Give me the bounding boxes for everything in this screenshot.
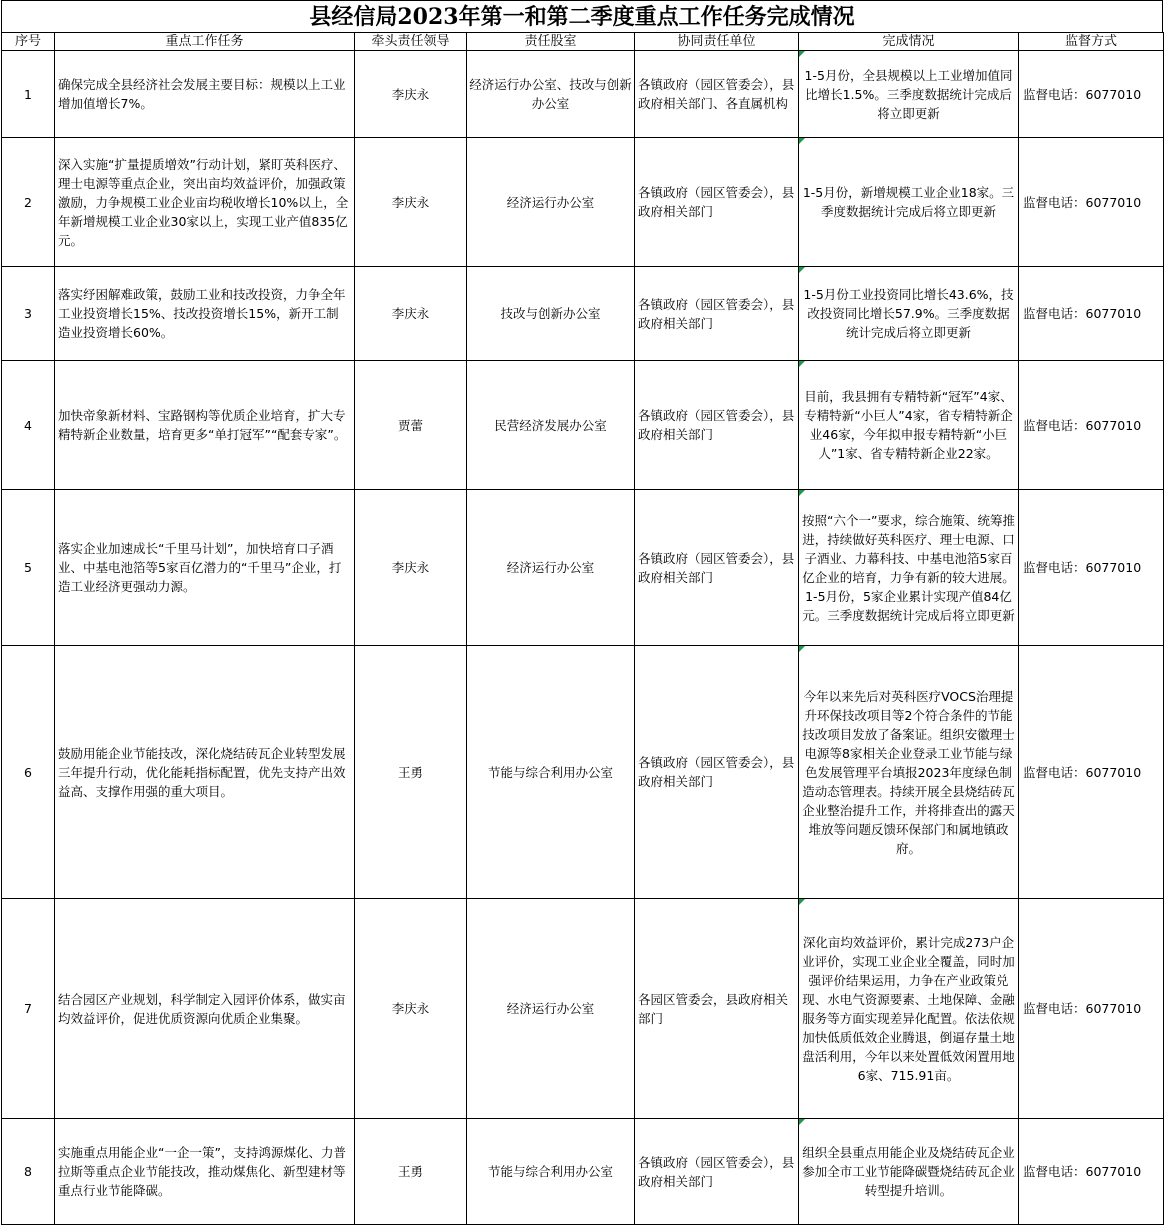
cell-supervision: 监督电话：6077010 (1019, 646, 1164, 899)
cell-seq: 7 (2, 899, 55, 1119)
cell-leader: 贾蕾 (355, 361, 467, 490)
cell-seq: 1 (2, 51, 55, 138)
cell-supervision: 监督电话：6077010 (1019, 1119, 1164, 1225)
header-leader: 牵头责任领导 (355, 33, 467, 51)
header-task: 重点工作任务 (55, 33, 355, 51)
cell-dept: 经济运行办公室 (467, 490, 635, 646)
cell-task: 落实纾困解难政策，鼓励工业和技改投资，力争全年工业投资增长15%、技改投资增长15%，新开工制造业投资增长60%。 (55, 267, 355, 361)
cell-seq: 5 (2, 490, 55, 646)
cell-status: 组织全县重点用能企业及烧结砖瓦企业参加全市工业节能降碳暨烧结砖瓦企业转型提升培训。 (799, 1119, 1019, 1225)
cell-supervision: 监督电话：6077010 (1019, 138, 1164, 267)
cell-supervision: 监督电话：6077010 (1019, 490, 1164, 646)
cell-leader: 王勇 (355, 1119, 467, 1225)
cell-coop: 各镇政府（园区管委会），县政府相关部门、各直属机构 (635, 51, 799, 138)
table-row (2, 361, 1164, 490)
cell-dept: 技改与创新办公室 (467, 267, 635, 361)
cell-status: 按照“六个一”要求，综合施策、统筹推进，持续做好英科医疗、理士电源、口子酒业、力幕科技、中基电池箔5家百亿企业的培育，力争有新的较大进展。1-5月份，5家企业累计实现产值84亿元。三季度数据统计完成后将立即更新 (799, 490, 1019, 646)
header-dept: 责任股室 (467, 33, 635, 51)
cell-dept: 节能与综合利用办公室 (467, 1119, 635, 1225)
cell-task: 深入实施“扩量提质增效”行动计划，紧盯英科医疗、理士电源等重点企业，突出亩均效益评价，加强政策激励，力争规模工业企业亩均税收增长10%以上，全年新增规模工业企业30家以上，实现工业产值835亿元。 (55, 138, 355, 267)
table-row (2, 646, 1164, 899)
cell-coop: 各镇政府（园区管委会），县政府相关部门 (635, 646, 799, 899)
cell-leader: 李庆永 (355, 490, 467, 646)
cell-coop: 各镇政府（园区管委会），县政府相关部门 (635, 267, 799, 361)
cell-seq: 4 (2, 361, 55, 490)
cell-task: 实施重点用能企业“一企一策”，支持鸿源煤化、力普拉斯等重点企业节能技改，推动煤焦化、新型建材等重点行业节能降碳。 (55, 1119, 355, 1225)
cell-supervision: 监督电话：6077010 (1019, 51, 1164, 138)
header-row (2, 33, 1164, 51)
header-status: 完成情况 (799, 33, 1019, 51)
cell-seq: 8 (2, 1119, 55, 1225)
header-seq: 序号 (2, 33, 55, 51)
table-row (2, 267, 1164, 361)
cell-seq: 3 (2, 267, 55, 361)
cell-status: 1-5月份工业投资同比增长43.6%，技改投资同比增长57.9%。三季度数据统计完成后将立即更新 (799, 267, 1019, 361)
cell-coop: 各镇政府（园区管委会），县政府相关部门 (635, 361, 799, 490)
cell-task: 加快帝象新材料、宝路钢构等优质企业培育，扩大专精特新企业数量，培育更多“单打冠军”“配套专家”。 (55, 361, 355, 490)
cell-supervision: 监督电话：6077010 (1019, 899, 1164, 1119)
cell-status: 目前，我县拥有专精特新“冠军”4家、专精特新“小巨人”4家，省专精特新企业46家，今年拟申报专精特新“小巨人”1家、省专精特新企业22家。 (799, 361, 1019, 490)
cell-task: 落实企业加速成长“千里马计划”，加快培育口子酒业、中基电池箔等5家百亿潜力的“千里马”企业，打造工业经济更强动力源。 (55, 490, 355, 646)
cell-coop: 各镇政府（园区管委会），县政府相关部门 (635, 1119, 799, 1225)
cell-supervision: 监督电话：6077010 (1019, 361, 1164, 490)
table-row (2, 899, 1164, 1119)
cell-coop: 各镇政府（园区管委会），县政府相关部门 (635, 490, 799, 646)
cell-status: 今年以来先后对英科医疗VOCS治理提升环保技改项目等2个符合条件的节能技改项目发放了备案证。组织安徽理士电源等8家相关企业登录工业节能与绿色发展管理平台填报2023年度绿色制造动态管理表。持续开展全县烧结砖瓦企业整治提升工作，并将排查出的露天堆放等问题反馈环保部门和属地镇政府。 (799, 646, 1019, 899)
cell-task: 鼓励用能企业节能技改，深化烧结砖瓦企业转型发展三年提升行动，优化能耗指标配置，优先支持产出效益高、支撑作用强的重大项目。 (55, 646, 355, 899)
table-row (2, 138, 1164, 267)
cell-coop: 各镇政府（园区管委会），县政府相关部门 (635, 138, 799, 267)
table-row (2, 1119, 1164, 1225)
header-coop: 协同责任单位 (635, 33, 799, 51)
cell-status: 深化亩均效益评价，累计完成273户企业评价，实现工业企业全覆盖，同时加强评价结果运用，力争在产业政策兑现、水电气资源要素、土地保障、金融服务等方面实现差异化配置。依法依规加快低质低效企业腾退，倒逼存量土地盘活利用，今年以来处置低效闲置用地6家、715.91亩。 (799, 899, 1019, 1119)
cell-dept: 民营经济发展办公室 (467, 361, 635, 490)
cell-supervision: 监督电话：6077010 (1019, 267, 1164, 361)
cell-status: 1-5月份，全县规模以上工业增加值同比增长1.5%。三季度数据统计完成后将立即更新 (799, 51, 1019, 138)
cell-dept: 经济运行办公室、技改与创新办公室 (467, 51, 635, 138)
cell-task: 确保完成全县经济社会发展主要目标：规模以上工业增加值增长7%。 (55, 51, 355, 138)
cell-dept: 经济运行办公室 (467, 138, 635, 267)
task-table (1, 32, 1164, 1225)
cell-leader: 王勇 (355, 646, 467, 899)
table-row (2, 51, 1164, 138)
header-supervision: 监督方式 (1019, 33, 1164, 51)
table-row (2, 490, 1164, 646)
cell-seq: 6 (2, 646, 55, 899)
cell-task: 结合园区产业规划，科学制定入园评价体系，做实亩均效益评价，促进优质资源向优质企业集聚。 (55, 899, 355, 1119)
cell-leader: 李庆永 (355, 51, 467, 138)
cell-leader: 李庆永 (355, 267, 467, 361)
cell-leader: 李庆永 (355, 899, 467, 1119)
cell-status: 1-5月份，新增规模工业企业18家。三季度数据统计完成后将立即更新 (799, 138, 1019, 267)
report-sheet (1, 0, 1163, 1225)
cell-leader: 李庆永 (355, 138, 467, 267)
cell-coop: 各园区管委会，县政府相关部门 (635, 899, 799, 1119)
cell-dept: 节能与综合利用办公室 (467, 646, 635, 899)
sheet-title: 县经信局2023年第一和第二季度重点工作任务完成情况 (1, 0, 1163, 32)
cell-dept: 经济运行办公室 (467, 899, 635, 1119)
cell-seq: 2 (2, 138, 55, 267)
